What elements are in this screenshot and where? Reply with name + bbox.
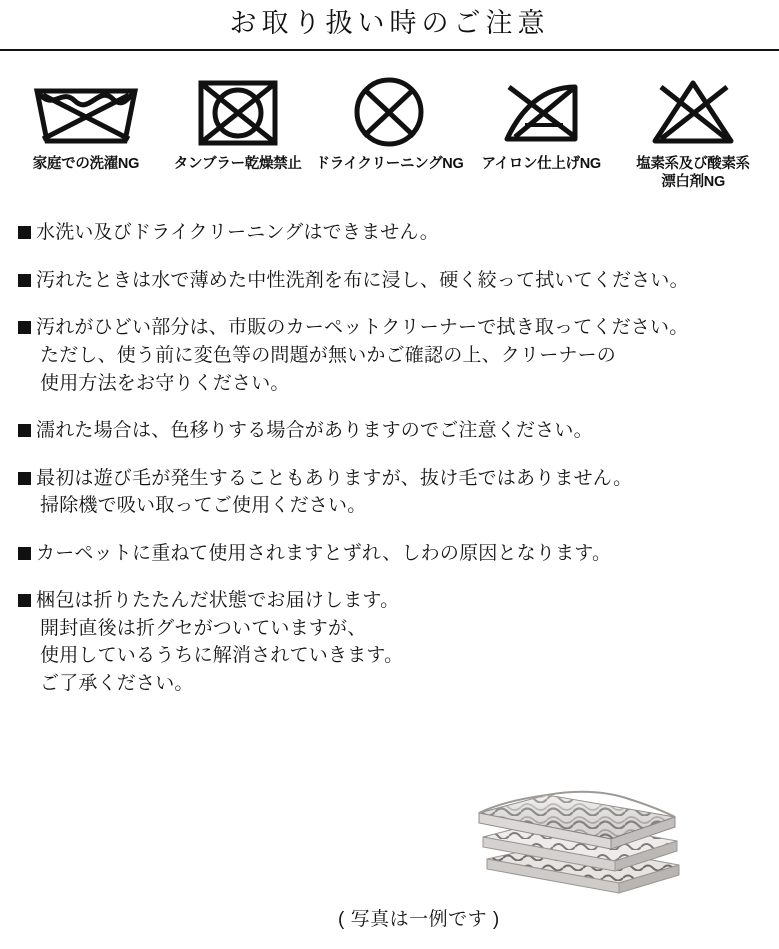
care-note-text: 最初は遊び毛が発生することもありますが、抜け毛ではありません。 bbox=[36, 467, 633, 489]
care-symbol-label: タンブラー乾燥禁止 bbox=[173, 156, 302, 173]
care-note bbox=[18, 587, 761, 697]
care-symbol-item bbox=[162, 69, 314, 173]
care-symbol-item bbox=[314, 69, 466, 173]
care-symbol-item bbox=[617, 69, 769, 191]
care-note-text: ご了承ください。 bbox=[40, 672, 194, 694]
care-note-text: 汚れたときは水で薄めた中性洗剤を布に浸し、硬く絞って拭いてください。 bbox=[36, 269, 689, 291]
care-note-text: 掃除機で吸い取ってご使用ください。 bbox=[40, 495, 367, 517]
care-note-text: 汚れがひどい部分は、市販のカーペットクリーナーで拭き取ってください。 bbox=[36, 317, 689, 339]
no-home-wash-icon bbox=[27, 69, 145, 149]
photo-caption: ( 写真は一例です ) bbox=[338, 909, 500, 930]
care-note-text: 使用しているうちに解消されていきます。 bbox=[40, 645, 404, 667]
bullet-square-icon bbox=[18, 226, 31, 239]
care-note-text: 開封直後は折グセがついていますが、 bbox=[40, 617, 367, 639]
no-bleach-icon bbox=[641, 69, 745, 149]
care-notes-list bbox=[0, 191, 779, 697]
care-symbol-row bbox=[0, 51, 779, 191]
care-note bbox=[18, 314, 761, 397]
care-symbol-label bbox=[636, 155, 750, 191]
bullet-square-icon bbox=[18, 424, 31, 437]
no-iron-icon bbox=[495, 69, 587, 149]
no-dry-clean-icon bbox=[343, 69, 435, 149]
no-tumble-dry-icon bbox=[192, 69, 284, 149]
care-note-text: 使用方法をお守りください。 bbox=[40, 372, 290, 394]
page-header bbox=[0, 0, 779, 51]
page-title: お取り扱い時のご注意 bbox=[229, 8, 550, 38]
care-symbol-label-line1: 塩素系及び酸素系 bbox=[636, 156, 750, 173]
bullet-square-icon bbox=[18, 321, 31, 334]
folded-rug-photo bbox=[443, 751, 711, 901]
bullet-square-icon bbox=[18, 594, 31, 607]
care-symbol-label-line2: 漂白剤NG bbox=[661, 174, 725, 191]
care-note-text: 梱包は折りたたんだ状態でお届けします。 bbox=[36, 590, 400, 612]
care-note-text: カーペットに重ねて使用されますとずれ、しわの原因となります。 bbox=[36, 542, 612, 564]
bullet-square-icon bbox=[18, 547, 31, 560]
care-note bbox=[18, 267, 761, 295]
bullet-square-icon bbox=[18, 472, 31, 485]
care-symbol-label: アイロン仕上げNG bbox=[481, 156, 601, 173]
care-note bbox=[18, 465, 761, 520]
care-symbol-label: 家庭での洗濯NG bbox=[32, 156, 140, 173]
bullet-square-icon bbox=[18, 274, 31, 287]
care-symbol-label: ドライクリーニングNG bbox=[315, 156, 464, 173]
care-symbol-item bbox=[10, 69, 162, 173]
care-note-text: 濡れた場合は、色移りする場合がありますのでご注意ください。 bbox=[36, 420, 593, 442]
care-note-text: ただし、使う前に変色等の問題が無いかご確認の上、クリーナーの bbox=[40, 344, 617, 366]
care-note bbox=[18, 219, 761, 247]
care-note-text: 水洗い及びドライクリーニングはできません。 bbox=[36, 222, 440, 244]
care-note bbox=[18, 540, 761, 568]
care-note bbox=[18, 417, 761, 445]
care-symbol-item bbox=[465, 69, 617, 173]
